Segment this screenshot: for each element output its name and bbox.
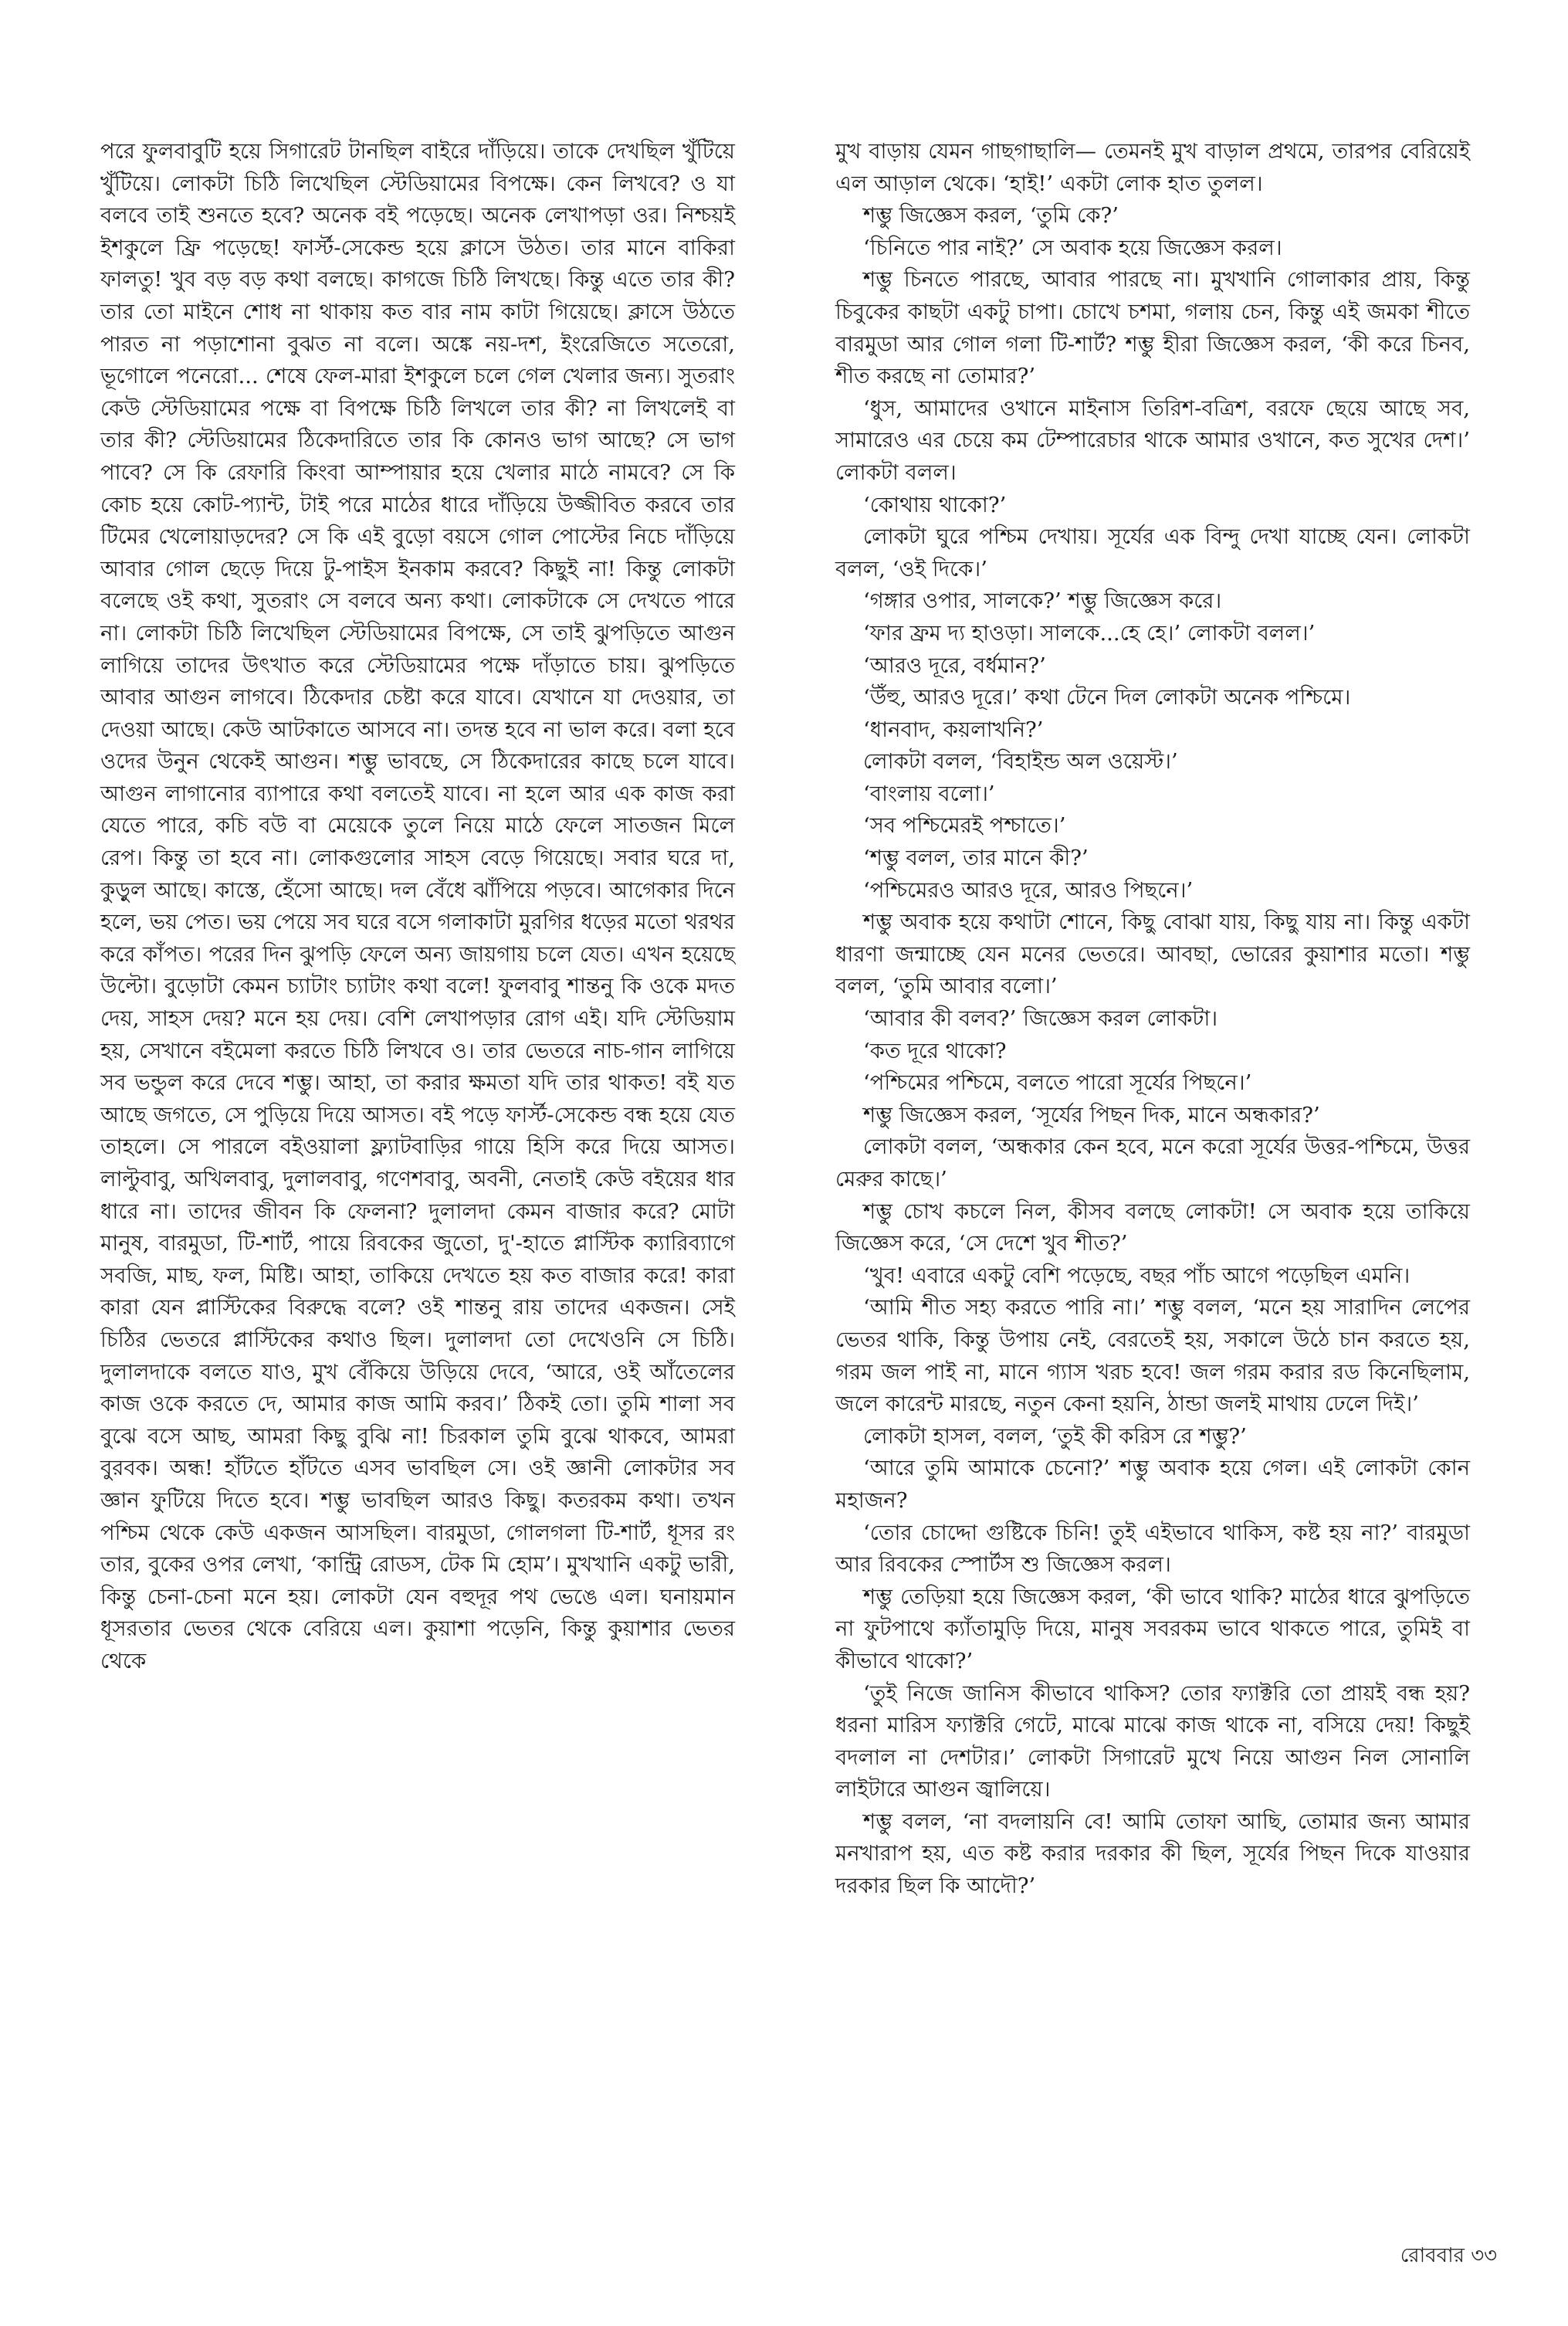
paragraph: ‘ধানবাদ, কয়লাখনি?’ — [863, 717, 1044, 742]
paragraph: লোকটা বলল, ‘বিহাইন্ড অল ওয়েস্ট।’ — [863, 749, 1178, 775]
paragraph: শম্ভু তেড়িয়া হয়ে জিজ্ঞেস করল, ‘কী ভাবে থাকি? মাঠের ধারে ঝুপড়িতে না ফুটপাথে ক্যাঁতামুড়ি দিয়ে, মানুষ সবরকম ভাবে থাকতে পারে, তুমিই বা কীভাবে থাকো?’ — [835, 1584, 1470, 1673]
paragraph: ‘ফার ফ্রম দ্য হাওড়া। সালকে...হে হে।’ লোকটা বলল।’ — [863, 620, 1316, 646]
paragraph: ‘গঙ্গার ওপার, সালকে?’ শম্ভু জিজ্ঞেস করে। — [863, 588, 1222, 614]
paragraph: ‘আমি শীত সহ্য করতে পারি না।’ শম্ভু বলল, ‘মনে হয় সারাদিন লেপের ভেতর থাকি, কিন্তু উপায় নেই, বেরতেই হয়, সকালে উঠে চান করতে হয়, গরম জল পাই না, মানে গ্যাস খরচ হবে! জল গরম করার রড কিনেছিলাম, জলে কারেন্ট মারছে, নতুন কেনা হয়নি, ঠান্ডা জলই মাথায় ঢেলে দিই।’ — [835, 1295, 1470, 1417]
paragraph: লোকটা হাসল, বলল, ‘তুই কী করিস রে শম্ভু?’ — [863, 1423, 1247, 1449]
magazine-name: রোববার — [1400, 2244, 1465, 2267]
paragraph: ‘সব পশ্চিমেরই পশ্চাতে।’ — [863, 813, 1066, 839]
paragraph: শম্ভু অবাক হয়ে কথাটা শোনে, কিছু বোঝা যায়, কিছু যায় না। কিন্তু একটা ধারণা জন্মাচ্ছে যেন মনের ভেতরে। আবছা, ভোরের কুয়াশার মতো। শম্ভু বলল, ‘তুমি আবার বলো।’ — [835, 910, 1470, 999]
paragraph: শম্ভু জিজ্ঞেস করল, ‘সূর্যের পিছন দিক, মানে অন্ধকার?’ — [863, 1102, 1320, 1127]
paragraph: ‘পশ্চিমের পশ্চিমে, বলতে পারো সূর্যের পিছনে।’ — [863, 1070, 1252, 1096]
paragraph: ‘শম্ভু বলল, তার মানে কী?’ — [863, 846, 1089, 871]
paragraph: শম্ভু বলল, ‘না বদলায়নি বে! আমি তোফা আছি, তোমার জন্য আমার মনখারাপ হয়, এত কষ্ট করার দরকার কী ছিল, সূর্যের পিছন দিকে যাওয়ার দরকার ছিল কি আদৌ?’ — [835, 1809, 1470, 1899]
page-number: ৩৩ — [1471, 2244, 1497, 2267]
paragraph: ‘তুই নিজে জানিস কীভাবে থাকিস? তোর ফ্যাক্টরি তো প্রায়ই বন্ধ হয়? ধরনা মারিস ফ্যাক্টরি গেটে, মাঝে মাঝে কাজ থাকে না, বসিয়ে দেয়! কিছুই বদলাল না দেশটার।’ লোকটা সিগারেট মুখে নিয়ে আগুন নিল সোনালি লাইটারে আগুন জ্বালিয়ে। — [835, 1680, 1470, 1802]
paragraph: মুখ বাড়ায় যেমন গাছগাছালি— তেমনই মুখ বাড়াল প্রথমে, তারপর বেরিয়েই এল আড়াল থেকে। ‘হাই!’ একটা লোক হাত তুলল। — [835, 139, 1470, 196]
paragraph: শম্ভু জিজ্ঞেস করল, ‘তুমি কে?’ — [863, 203, 1119, 229]
paragraph: ‘তোর চোদ্দো গুষ্টিকে চিনি! তুই এইভাবে থাকিস, কষ্ট হয় না?’ বারমুডা আর রিবকের স্পোর্টস শু জিজ্ঞেস করল। — [835, 1520, 1470, 1578]
paragraph: ‘আবার কী বলব?’ জিজ্ঞেস করল লোকটা। — [863, 1006, 1218, 1032]
paragraph: পরে ফুলবাবুটি হয়ে সিগারেট টানছিল বাইরে দাঁড়িয়ে। তাকে দেখছিল খুঁটিয়ে খুঁটিয়ে। লোকটা চিঠি লিখেছিল স্টেডিয়ামের বিপক্ষে। কেন লিখবে? ও যা বলবে তাই শুনতে হবে? অনেক বই পড়েছে। অনেক লেখাপড়া ওর। নিশ্চয়ই ইশকুলে ফ্রি পড়েছে! ফার্স্ট-সেকেন্ড হয়ে ক্লাসে উঠত। তার মানে বাকিরা ফালতু! খুব বড় বড় কথা বলছে। কাগজে চিঠি লিখছে। কিন্তু এতে তার কী? তার তো মাইনে শোধ না থাকায় কত বার নাম কাটা গিয়েছে। ক্লাসে উঠতে পারত না পড়াশোনা বুঝত না বলে। অঙ্কে নয়-দশ, ইংরেজিতে সতেরো, ভূগোলে পনেরো... শেষে ফেল-মারা ইশকুলে চলে গেল খেলার জন্য। সুতরাং কেউ স্টেডিয়ামের পক্ষে বা বিপক্ষে চিঠি লিখলে তার কী? না লিখলেই বা তার কী? স্টেডিয়ামের ঠিকেদারিতে তার কি কোনও ভাগ আছে? সে ভাগ পাবে? সে কি রেফারি কিংবা আম্পায়ার হয়ে খেলার মাঠে নামবে? সে কি কোচ হয়ে কোট-প্যান্ট, টাই পরে মাঠের ধারে দাঁড়িয়ে উজ্জীবিত করবে তার টিমের খেলোয়াড়দের? সে কি এই বুড়ো বয়সে গোল পোস্টের নিচে দাঁড়িয়ে আবার গোল ছেড়ে দিয়ে টু-পাইস ইনকাম করবে? কিছুই না! কিন্তু লোকটা বলেছে ওই কথা, সুতরাং সে বলবে অন্য কথা। লোকটাকে সে দেখতে পারে না। লোকটা চিঠি লিখেছিল স্টেডিয়ামের বিপক্ষে, সে তাই ঝুপড়িতে আগুন লাগিয়ে তাদের উৎখাত করে স্টেডিয়ামের পক্ষে দাঁড়াতে চায়। ঝুপড়িতে আবার আগুন লাগবে। ঠিকেদার চেষ্টা করে যাবে। যেখানে যা দেওয়ার, তা দেওয়া আছে। কেউ আটকাতে আসবে না। তদন্ত হবে না ভাল করে। বলা হবে ওদের উনুন থেকেই আগুন। শম্ভু ভাবছে, সে ঠিকেদারের কাছে চলে যাবে। আগুন লাগানোর ব্যাপারে কথা বলতেই যাবে। না হলে আর এক কাজ করা যেতে পারে, কচি বউ বা মেয়েকে তুলে নিয়ে মাঠে ফেলে সাতজন মিলে রেপ। কিন্তু তা হবে না। লোকগুলোর সাহস বেড়ে গিয়েছে। সবার ঘরে দা, কুড়ুল আছে। কাস্তে, হেঁসো আছে। দল বেঁধে ঝাঁপিয়ে পড়বে। আগেকার দিনে হলে, ভয় পেত। ভয় পেয়ে সব ঘরে বসে গলাকাটা মুরগির ধড়ের মতো থরথর করে কাঁপত। পরের দিন ঝুপড়ি ফেলে অন্য জায়গায় চলে যেত। এখন হয়েছে উল্টো। বুড়োটা কেমন চ্যাটাং চ্যাটাং কথা বলে! ফুলবাবু শান্তনু কি ওকে মদত দেয়, সাহস দেয়? মনে হয় দেয়। বেশি লেখাপড়ার রোগ এই। যদি স্টেডিয়াম হয়, সেখানে বইমেলা করতে চিঠি লিখবে ও। তার ভেতরে নাচ-গান লাগিয়ে সব ভন্ডুল করে দেবে শম্ভু। আহা, তা করার ক্ষমতা যদি তার থাকত! বই যত আছে জগতে, সে পুড়িয়ে দিয়ে আসত। বই পড়ে ফার্স্ট-সেকেন্ড বন্ধ হয়ে যেত তাহলে। সে পারলে বইওয়ালা ফ্ল্যাটবাড়ির গায়ে হিসি করে দিয়ে আসত। লাল্টুবাবু, অখিলবাবু, দুলালবাবু, গণেশবাবু, অবনী, নেতাই কেউ বইয়ের ধার ধারে না। তাদের জীবন কি ফেলনা? দুলালদা কেমন বাজার করে? মোটা মানুষ, বারমুডা, টি-শার্ট, পায়ে রিবকের জুতো, দু'-হাতে প্লাস্টিক ক্যারিব্যাগে সবজি, মাছ, ফল, মিষ্টি। আহা, তাকিয়ে দেখতে হয় কত বাজার করে! কারা কারা যেন প্লাস্টিকের বিরুদ্ধে বলে? ওই শান্তনু রায় তাদের একজন। সেই চিঠির ভেতরে প্লাস্টিকের কথাও ছিল। দুলালদা তো দেখেওনি সে চিঠি। দুলালদাকে বলতে যাও, মুখ বেঁকিয়ে উড়িয়ে দেবে, ‘আরে, ওই আঁতেলের কাজ ওকে করতে দে, আমার কাজ আমি করব।’ ঠিকই তো। তুমি শালা সব বুঝে বসে আছ, আমরা কিছু বুঝি না! চিরকাল তুমি বুঝে থাকবে, আমরা বুরবক। অন্ধ! হাঁটতে হাঁটতে এসব ভাবছিল সে। ওই জ্ঞানী লোকটার সব জ্ঞান ফুটিয়ে দিতে হবে। শম্ভু ভাবছিল আরও কিছু। কতরকম কথা। তখন পশ্চিম থেকে কেউ একজন আসছিল। বারমুডা, গোলগলা টি-শার্ট, ধূসর রং তার, বুকের ওপর লেখা, ‘কান্ট্রি রোডস, টেক মি হোম’। মুখখানি একটু ভারী, কিন্তু চেনা-চেনা মনে হয়। লোকটা যেন বহুদূর পথ ভেঙে এল। ঘনায়মান ধূসরতার ভেতর থেকে বেরিয়ে এল। কুয়াশা পড়েনি, কিন্তু কুয়াশার ভেতর থেকে — [100, 139, 735, 1673]
paragraph: ‘চিনিতে পার নাই?’ সে অবাক হয়ে জিজ্ঞেস করল। — [863, 235, 1282, 260]
paragraph: শম্ভু চিনতে পারছে, আবার পারছে না। মুখখানি গোলাকার প্রায়, কিন্তু চিবুকের কাছটা একটু চাপা। চোখে চশমা, গলায় চেন, কিন্তু এই জমকা শীতে বারমুডা আর গোল গলা টি-শার্ট? শম্ভু হীরা জিজ্ঞেস করল, ‘কী করে চিনব, শীত করছে না তোমার?’ — [835, 267, 1470, 389]
paragraph: লোকটা ঘুরে পশ্চিম দেখায়। সূর্যের এক বিন্দু দেখা যাচ্ছে যেন। লোকটা বলল, ‘ওই দিকে।’ — [835, 524, 1470, 582]
paragraph: ‘ধুস, আমাদের ওখানে মাইনাস তিরিশ-বত্রিশ, বরফে ছেয়ে আছে সব, সামারেও এর চেয়ে কম টেম্পারেচার থাকে আমার ওখানে, কত সুখের দেশ।’ লোকটা বলল। — [835, 395, 1470, 485]
paragraph: ‘আরে তুমি আমাকে চেনো?’ শম্ভু অবাক হয়ে গেল। এই লোকটা কোন মহাজন? — [835, 1456, 1470, 1513]
page-footer — [1400, 2243, 1497, 2269]
paragraph: ‘কোথায় থাকো?’ — [863, 492, 1007, 517]
paragraph: ‘খুব! এবারে একটু বেশি পড়েছে, বছর পাঁচ আগে পড়েছিল এমনি। — [863, 1263, 1411, 1288]
paragraph: শম্ভু চোখ কচলে নিল, কীসব বলছে লোকটা! সে অবাক হয়ে তাকিয়ে জিজ্ঞেস করে, ‘সে দেশে খুব শীত?’ — [835, 1199, 1470, 1256]
paragraph: ‘পশ্চিমেরও আরও দূরে, আরও পিছনে।’ — [863, 877, 1194, 903]
right-column — [835, 136, 1470, 1903]
paragraph: ‘কত দূরে থাকো? — [863, 1038, 1007, 1063]
paragraph: ‘উঁহু, আরও দূরে।’ কথা টেনে দিল লোকটা অনেক পশ্চিমে। — [863, 685, 1351, 710]
paragraph: ‘বাংলায় বলো।’ — [863, 781, 995, 806]
paragraph: লোকটা বলল, ‘অন্ধকার কেন হবে, মনে করো সূর্যের উত্তর-পশ্চিমে, উত্তর মেরুর কাছে।’ — [835, 1134, 1470, 1192]
left-column — [100, 136, 735, 1678]
paragraph: ‘আরও দূরে, বর্ধমান?’ — [863, 653, 1046, 678]
